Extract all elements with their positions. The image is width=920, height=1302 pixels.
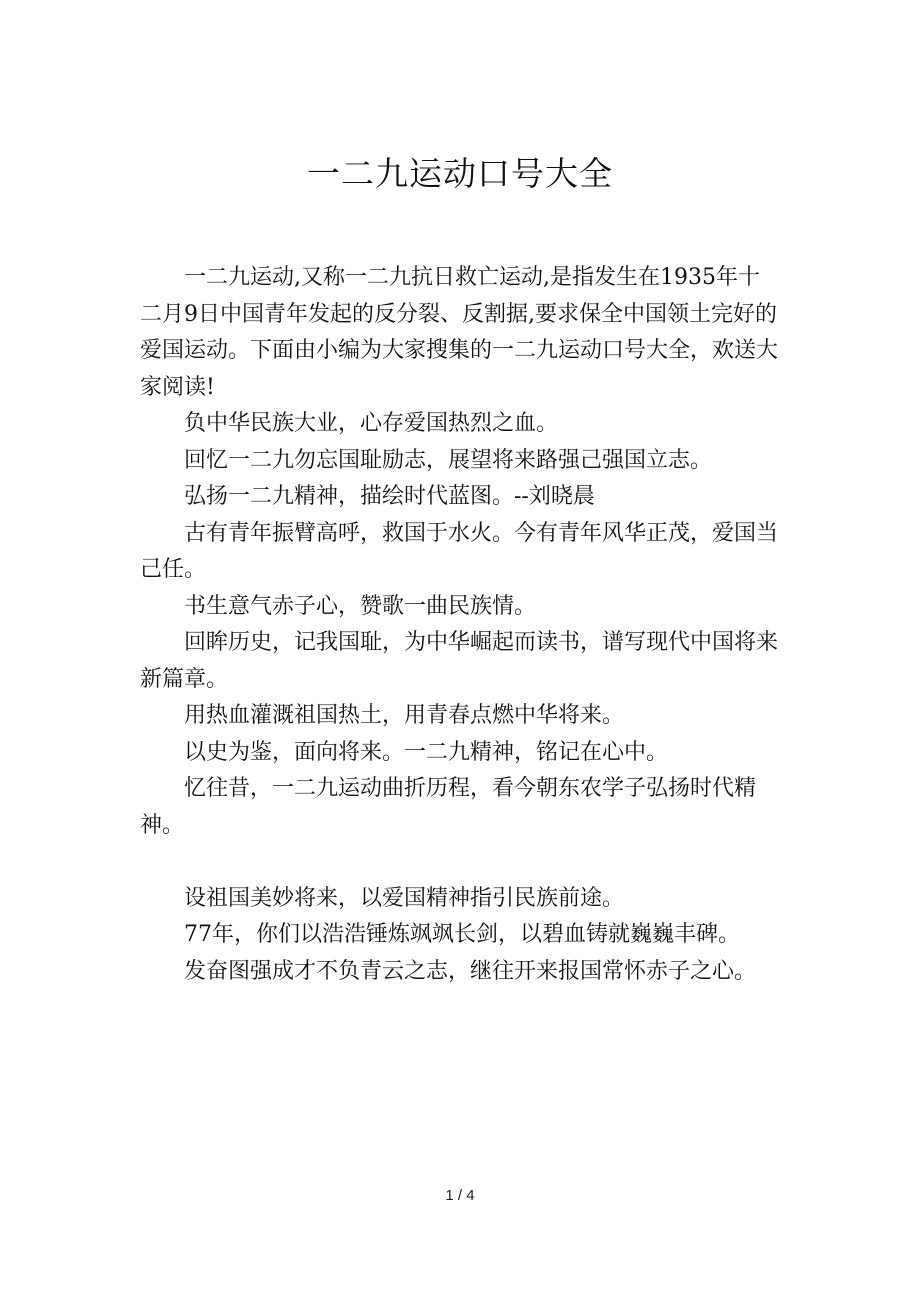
blank-line	[140, 844, 780, 881]
page-number: 1 / 4	[445, 1187, 475, 1204]
paragraph: 一二九运动,又称一二九抗日救亡运动,是指发生在1935年十二月9日中国青年发起的反分裂、反割据,要求保全中国领土完好的爱国运动。下面由小编为大家搜集的一二九运动口号大全，欢送大家阅读!	[140, 265, 779, 400]
paragraph: 77年，你们以浩浩锤炼飒飒长剑，以碧血铸就巍巍丰碑。	[184, 922, 740, 947]
paragraph: 发奋图强成才不负青云之志，继往开来报国常怀赤子之心。	[184, 958, 757, 984]
paragraph: 设祖国美妙将来，以爱国精神指引民族前途。	[184, 885, 625, 911]
paragraph: 书生意气赤子心，赞歌一曲民族情。	[184, 593, 537, 619]
paragraph: 用热血灌溉祖国热土，用青春点燃中华将来。	[184, 703, 625, 728]
paragraph: 回眸历史，记我国耻，为中华崛起而读书，谱写现代中国将来新篇章。	[140, 630, 779, 692]
document-body	[140, 260, 780, 990]
paragraph: 古有青年振臂高呼，救国于水火。今有青年风华正茂，爱国当己任。	[140, 520, 779, 582]
paragraph: 回忆一二九勿忘国耻励志，展望将来路强己强国立志。	[184, 447, 713, 473]
paragraph: 忆往昔，一二九运动曲折历程，看今朝东农学子弘扬时代精神。	[140, 776, 757, 838]
paragraph: 负中华民族大业，心存爱国热烈之血。	[184, 411, 559, 436]
document-title: 一二九运动口号大全	[307, 154, 613, 193]
paragraph: 以史为鉴，面向将来。一二九精神，铭记在心中。	[184, 739, 669, 765]
paragraph: 弘扬一二九精神，描绘时代蓝图。--刘晓晨	[184, 484, 595, 509]
